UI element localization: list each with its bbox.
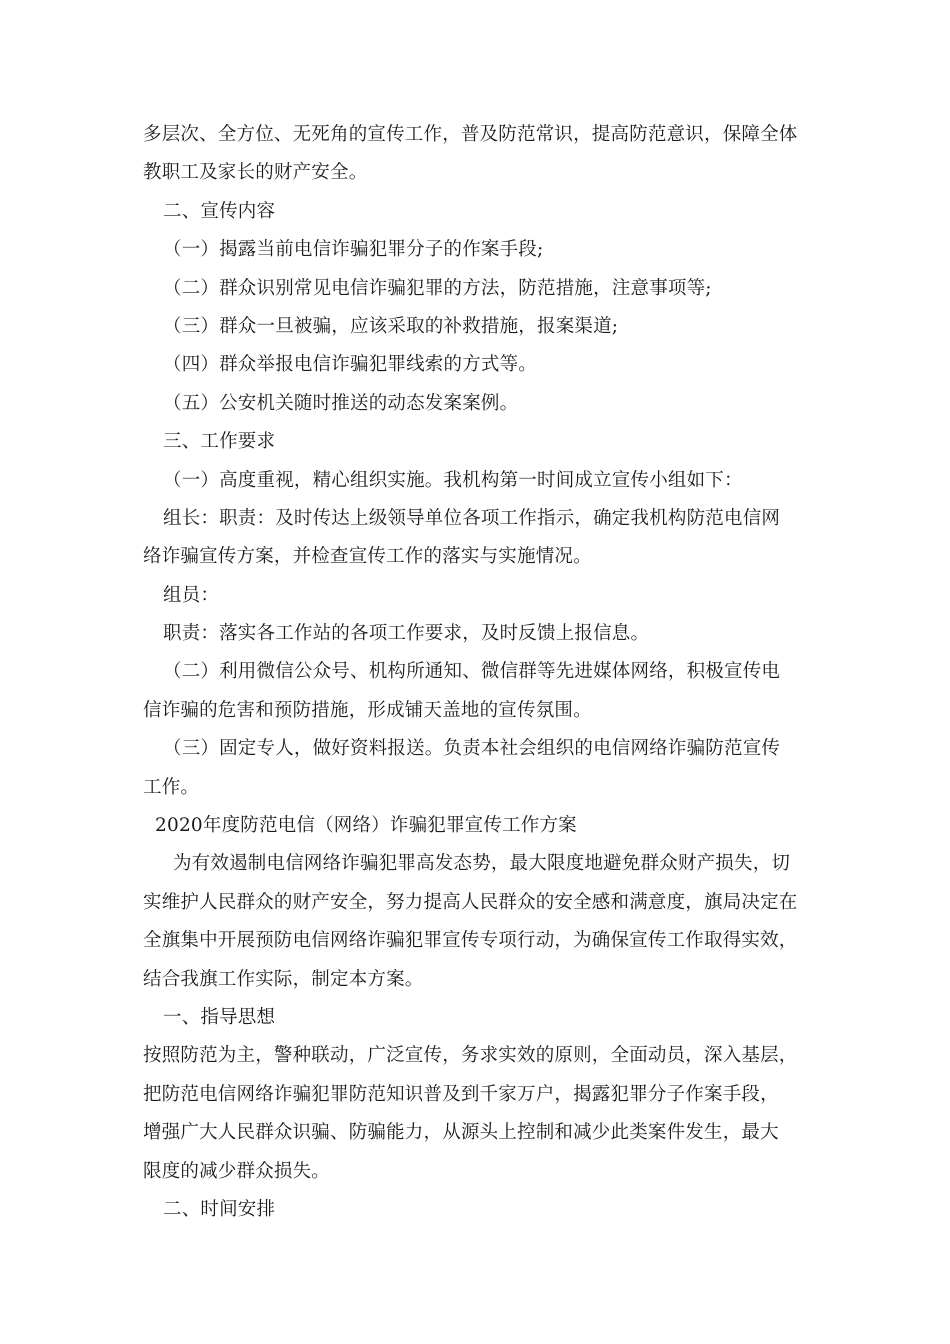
paragraph-line: 按照防范为主，警种联动，广泛宣传，务求实效的原则，全面动员，深入基层， [143, 1045, 798, 1067]
paragraph-line: 职责：落实各工作站的各项工作要求，及时反馈上报信息。 [163, 623, 650, 645]
list-item: （二）利用微信公众号、机构所通知、微信群等先进媒体网络，积极宣传电 [163, 661, 781, 683]
section-heading: 二、时间安排 [163, 1198, 276, 1220]
list-item: （一）揭露当前电信诈骗犯罪分子的作案手段; [163, 239, 544, 261]
paragraph-line: 信诈骗的危害和预防措施，形成铺天盖地的宣传氛围。 [143, 699, 592, 721]
paragraph-line: 增强广大人民群众识骗、防骗能力，从源头上控制和减少此类案件发生，最大 [143, 1122, 779, 1144]
paragraph-line: 限度的减少群众损失。 [143, 1160, 331, 1182]
paragraph-line: 组长：职责：及时传达上级领导单位各项工作指示，确定我机构防范电信网 [163, 507, 781, 529]
paragraph-line: 组员： [163, 584, 220, 606]
paragraph-line: 结合我旗工作实际，制定本方案。 [143, 968, 424, 990]
section-heading: 三、工作要求 [163, 431, 276, 453]
document-title: 2020年度防范电信（网络）诈骗犯罪宣传工作方案 [155, 815, 577, 837]
paragraph-line: 为有效遏制电信网络诈骗犯罪高发态势，最大限度地避免群众财产损失，切 [173, 853, 791, 875]
list-item: （五）公安机关随时推送的动态发案案例。 [163, 392, 519, 414]
list-item: （一）高度重视，精心组织实施。我机构第一时间成立宣传小组如下： [163, 469, 743, 491]
paragraph-line: 工作。 [143, 776, 200, 798]
section-heading: 一、指导思想 [163, 1006, 276, 1028]
paragraph-line: 把防范电信网络诈骗犯罪防范知识普及到千家万户，揭露犯罪分子作案手段， [143, 1083, 779, 1105]
section-heading: 二、宣传内容 [163, 200, 276, 222]
list-item: （三）固定专人，做好资料报送。负责本社会组织的电信网络诈骗防范宣传 [163, 738, 781, 760]
list-item: （二）群众识别常见电信诈骗犯罪的方法，防范措施，注意事项等; [163, 277, 712, 299]
document-body [143, 116, 823, 1229]
paragraph-line: 教职工及家长的财产安全。 [143, 162, 368, 184]
paragraph-line: 多层次、全方位、无死角的宣传工作，普及防范常识，提高防范意识，保障全体 [143, 124, 798, 145]
paragraph-line: 实维护人民群众的财产安全，努力提高人民群众的安全感和满意度，旗局决定在 [143, 891, 798, 913]
list-item: （四）群众举报电信诈骗犯罪线索的方式等。 [163, 354, 538, 376]
paragraph-line: 络诈骗宣传方案，并检查宣传工作的落实与实施情况。 [143, 546, 592, 568]
list-item: （三）群众一旦被骗，应该采取的补救措施，报案渠道; [163, 315, 619, 337]
paragraph-line: 全旗集中开展预防电信网络诈骗犯罪宣传专项行动，为确保宣传工作取得实效， [143, 930, 798, 952]
